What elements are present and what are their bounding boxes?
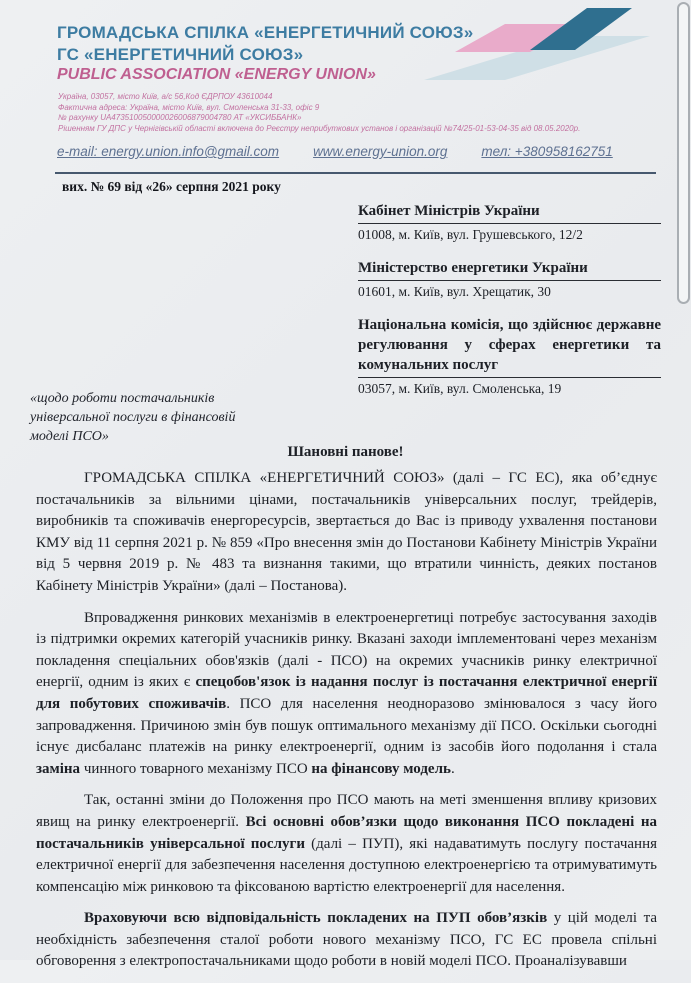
recipient-ministry-of-energy <box>358 258 661 300</box>
recipient-address: 03057, м. Київ, вул. Смоленська, 19 <box>358 381 562 396</box>
recipient-cabinet-of-ministers <box>358 201 661 243</box>
body-paragraph: Так, останні зміни до Положення про ПСО мають на меті зменшення впливу кризових явищ на ринку електроенергії. Всі основні обов’язки щодо виконання ПСО покладені на постачальників універсальної послуги (далі – ПУП), які надаватимуть послугу постачання електричної енергії для забезпечення населення доступною електроенергією та отримуватимуть компенсацію між ринковою та фіксованою вартістю електроенергії для населення. <box>36 792 657 895</box>
header-separator-line <box>55 172 656 174</box>
scrollbar-thumb[interactable] <box>677 2 690 304</box>
letter-body <box>36 468 657 983</box>
org-name-block <box>57 22 473 66</box>
email-link[interactable]: e-mail: energy.union.info@gmail.com <box>57 144 280 159</box>
body-paragraph: Враховуючи всю відповідальність покладених на ПУП обов’язків у цій моделі та необхідність забезпечення сталої роботи нового механізму ПСО, ГС ЕС провела спільні обговорення з електропостачальниками щодо роботи в новій моделі ПСО. Проаналізувавши <box>36 910 657 970</box>
subject-line: універсальної послуги в фінансовій <box>30 410 236 425</box>
body-paragraph: ГРОМАДСЬКА СПІЛКА «ЕНЕРГЕТИЧНИЙ СОЮЗ» (далі – ГС ЕС), яка об’єднує постачальників за вільними цінами, постачальників універсальних послуг, трейдерів, виробників та споживачів енергоресурсів, звертається до Вас із приводу ухвалення постанови КМУ від 11 серпня 2021 р. № 859 «Про внесення змін до Постанови Кабінету Міністрів України від 5 червня 2019 р. № 483 та визнання такими, що втратили чинність, деяких постанов Кабінету Міністрів України» (далі – Постанова). <box>36 470 657 594</box>
recipient-address: 01601, м. Київ, вул. Хрещатик, 30 <box>358 284 551 299</box>
phone-link[interactable]: тел: +380958162751 <box>481 144 613 159</box>
org-name-short: ГС «ЕНЕРГЕТИЧНИЙ СОЮЗ» <box>57 45 304 64</box>
recipient-national-commission <box>358 315 661 397</box>
recipient-name: Кабінет Міністрів України <box>358 201 661 224</box>
org-address-line: Рішенням ГУ ДПС у Чернігівській області включена до Реєстру неприбуткових установ і організацій №74/25-01-53-04-35 від 08.05.2020р. <box>58 123 581 133</box>
org-address-line: № рахунку UA473510050000026006879004780 АТ «УКСИББАНК» <box>58 113 302 122</box>
recipient-address: 01008, м. Київ, вул. Грушевського, 12/2 <box>358 227 583 242</box>
recipients-block <box>358 201 661 412</box>
website-link[interactable]: www.energy-union.org <box>313 144 448 159</box>
org-address-block <box>58 92 580 134</box>
subject-block <box>30 389 290 446</box>
subject-line: «щодо роботи постачальників <box>30 391 215 406</box>
salutation: Шановні панове! <box>287 444 404 460</box>
energy-union-logo <box>415 0 660 95</box>
subject-line: моделі ПСО» <box>30 429 109 444</box>
org-name-uk: ГРОМАДСЬКА СПІЛКА «ЕНЕРГЕТИЧНИЙ СОЮЗ» <box>57 23 474 42</box>
org-name-en: PUBLIC ASSOCIATION «ENERGY UNION» <box>57 66 376 83</box>
recipient-name: Міністерство енергетики України <box>358 258 661 281</box>
reference-number-line: вих. № 69 від «26» серпня 2021 року <box>62 179 281 194</box>
recipient-name: Національна комісія, що здійснює державне регулювання у сферах енергетики та комунальних послуг <box>358 315 661 378</box>
body-paragraph: Впровадження ринкових механізмів в електроенергетиці потребує застосування заходів із підтримки окремих категорій учасників ринку. Вказані заходи імплементовані через механізм покладення спеціальних обов'язків (далі - ПСО) на окремих учасників ринку електричної енергії, одним із яких є спецобов'язок із надання послуг із постачання електричної енергії для побутових споживачів. ПСО для населення неодноразово змінювалося з часу його запровадження. Причиною змін був пошук оптимального механізму дії ПСО. Оскільки сьогодні існує дисбаланс платежів на ринку електроенергії, одним із засобів його подолання і стала заміна чинного товарного механізму ПСО на фінансову модель. <box>36 609 657 777</box>
contact-line <box>57 144 657 159</box>
org-address-line: Україна, 03057, місто Київ, а/с 56,Код ЄДРПОУ 43610044 <box>58 92 273 101</box>
org-address-line: Фактична адреса: Україна, місто Київ, вул. Смоленська 31-33, офіс 9 <box>58 102 320 112</box>
